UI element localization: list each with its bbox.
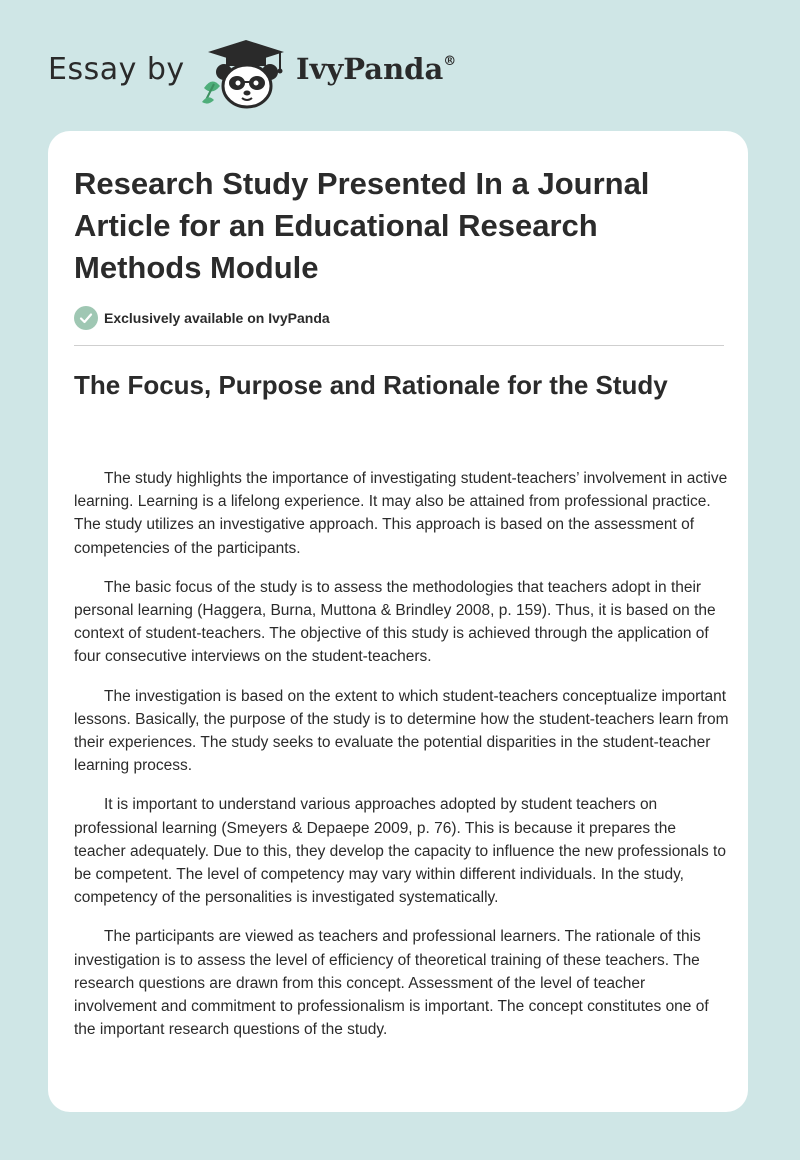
paragraph: The investigation is based on the extent to which student-teachers conceptualize important lessons. Basically, the purpose of the study is to determine how the student-teachers learn from their experiences. The study seeks to evaluate the potential disparities in the student-teacher learning process. xyxy=(74,687,729,775)
registered-mark: ® xyxy=(443,54,457,69)
exclusive-badge xyxy=(74,305,330,331)
check-circle-icon xyxy=(74,306,98,330)
paragraph: It is important to understand various approaches adopted by student teachers on professional learning (Smeyers & Depaepe 2009, p. 76). This is because it prepares the teacher adequately. Due to this, they develop the capacity to influence the new professionals to be competent. The level of competency may vary within different individuals. In the study, competency of the personalities is investigated systematically. xyxy=(74,796,726,907)
section-heading: The Focus, Purpose and Rationale for the Study xyxy=(74,370,668,400)
article-title: Research Study Presented In a Journal Article for an Educational Research Methods Module xyxy=(74,166,650,285)
article-body xyxy=(74,467,729,1057)
divider xyxy=(74,345,724,346)
paragraph: The participants are viewed as teachers and professional learners. The rationale of this investigation is to assess the level of efficiency of theoretical training of these teachers. The research questions are drawn from this concept. Assessment of the level of teacher involvement and commitment to professionalism is important. The concept constitutes one of the important research questions of the study. xyxy=(74,928,709,1039)
exclusive-label: Exclusively available on IvyPanda xyxy=(104,310,330,326)
brand-name[interactable] xyxy=(296,52,456,86)
article-card xyxy=(48,131,748,1112)
panda-graduate-icon xyxy=(200,36,296,112)
brand-name-text: IvyPanda xyxy=(296,52,444,86)
paragraph: The basic focus of the study is to assess the methodologies that teachers adopt in their personal learning (Haggera, Burna, Muttona & Brindley 2008, p. 159). Thus, it is based on the context of student-teachers. The objective of this study is achieved through the application of four consecutive interviews on the student-teachers. xyxy=(74,578,716,666)
site-header xyxy=(48,30,508,110)
paragraph: The study highlights the importance of investigating student-teachers’ involvement in active learning. Learning is a lifelong experience. It may also be attained from professional practice. The study utilizes an investigative approach. This approach is based on the assessment of competencies of the participants. xyxy=(74,470,728,557)
brand-prefix: Essay by xyxy=(48,52,185,87)
